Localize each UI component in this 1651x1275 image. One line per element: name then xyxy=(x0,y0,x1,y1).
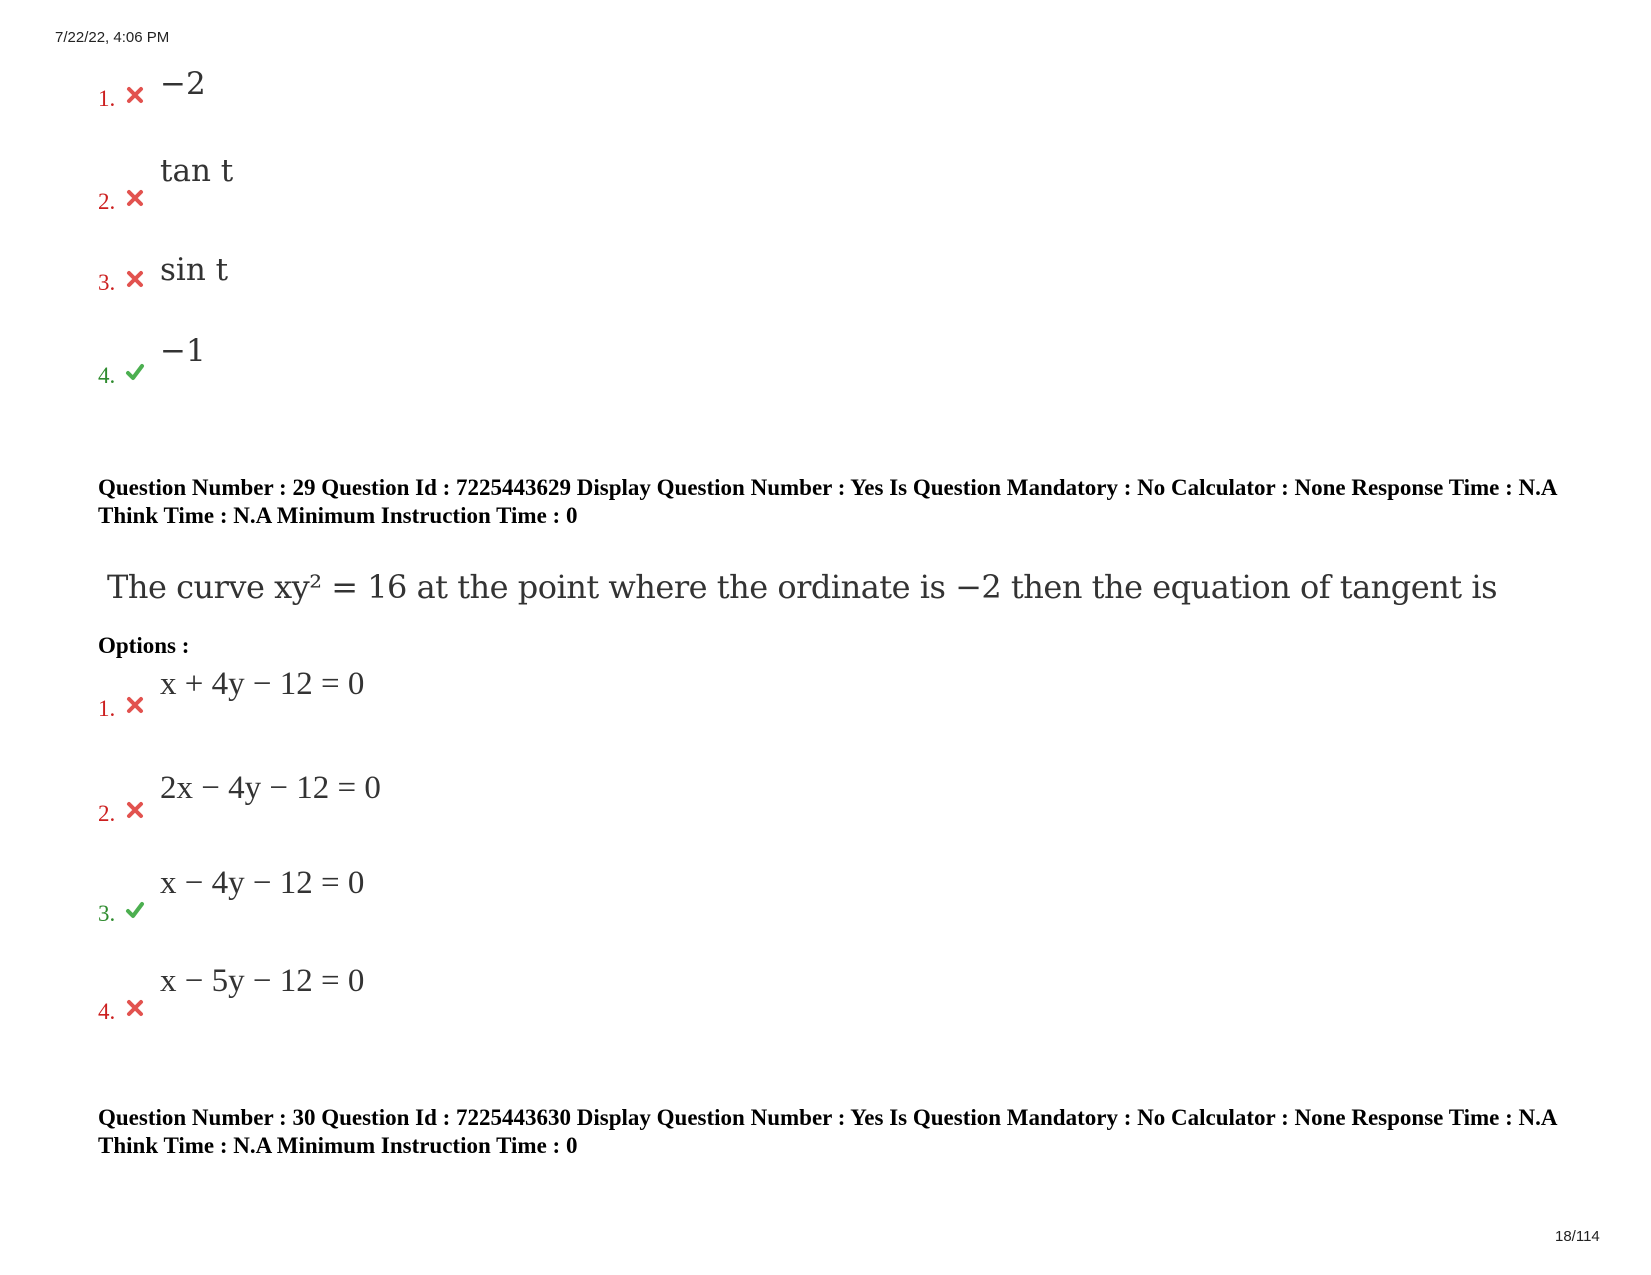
option-number: 1. xyxy=(98,696,116,721)
q29-option-3 xyxy=(98,865,698,925)
q29-option-4 xyxy=(98,963,698,1023)
cross-icon xyxy=(125,85,145,105)
check-icon xyxy=(125,362,145,382)
option-number: 4. xyxy=(98,999,116,1024)
prev-option-3 xyxy=(98,234,698,294)
cross-icon xyxy=(125,695,145,715)
prev-option-2 xyxy=(98,153,698,213)
option-number: 2. xyxy=(98,801,116,826)
option-number: 1. xyxy=(98,86,116,111)
question-30-meta: Question Number : 30 Question Id : 7225443630 Display Question Number : Yes Is Question Mandatory : No Calculator : None Response Time : N.A Think Time : N.A Minimum Instruction Time : 0 xyxy=(98,1105,1557,1158)
option-number: 3. xyxy=(98,901,116,926)
q29-option-2 xyxy=(98,765,698,825)
option-text: −1 xyxy=(160,333,206,369)
option-text: tan t xyxy=(160,153,234,189)
option-text: x − 4y − 12 = 0 xyxy=(160,865,365,901)
option-text: x − 5y − 12 = 0 xyxy=(160,963,365,999)
cross-icon xyxy=(125,800,145,820)
cross-icon xyxy=(125,188,145,208)
page-number: 18/114 xyxy=(1555,1228,1600,1245)
option-text: sin t xyxy=(160,252,229,288)
print-timestamp: 7/22/22, 4:06 PM xyxy=(55,29,170,46)
option-number: 4. xyxy=(98,363,116,388)
option-number: 2. xyxy=(98,189,116,214)
cross-icon xyxy=(125,998,145,1018)
question-29-text: The curve xy² = 16 at the point where the ordinate is −2 then the equation of tangent is xyxy=(107,568,1497,606)
options-label: Options : xyxy=(98,633,190,658)
option-text: 2x − 4y − 12 = 0 xyxy=(160,770,381,806)
option-text: −2 xyxy=(160,66,206,102)
check-icon xyxy=(125,900,145,920)
option-number: 3. xyxy=(98,270,116,295)
q29-option-1 xyxy=(98,660,698,720)
question-29-meta: Question Number : 29 Question Id : 7225443629 Display Question Number : Yes Is Question Mandatory : No Calculator : None Response Time : N.A Think Time : N.A Minimum Instruction Time : 0 xyxy=(98,475,1557,528)
cross-icon xyxy=(125,269,145,289)
prev-option-4 xyxy=(98,327,698,387)
option-text: x + 4y − 12 = 0 xyxy=(160,666,365,702)
prev-option-1 xyxy=(98,50,698,110)
